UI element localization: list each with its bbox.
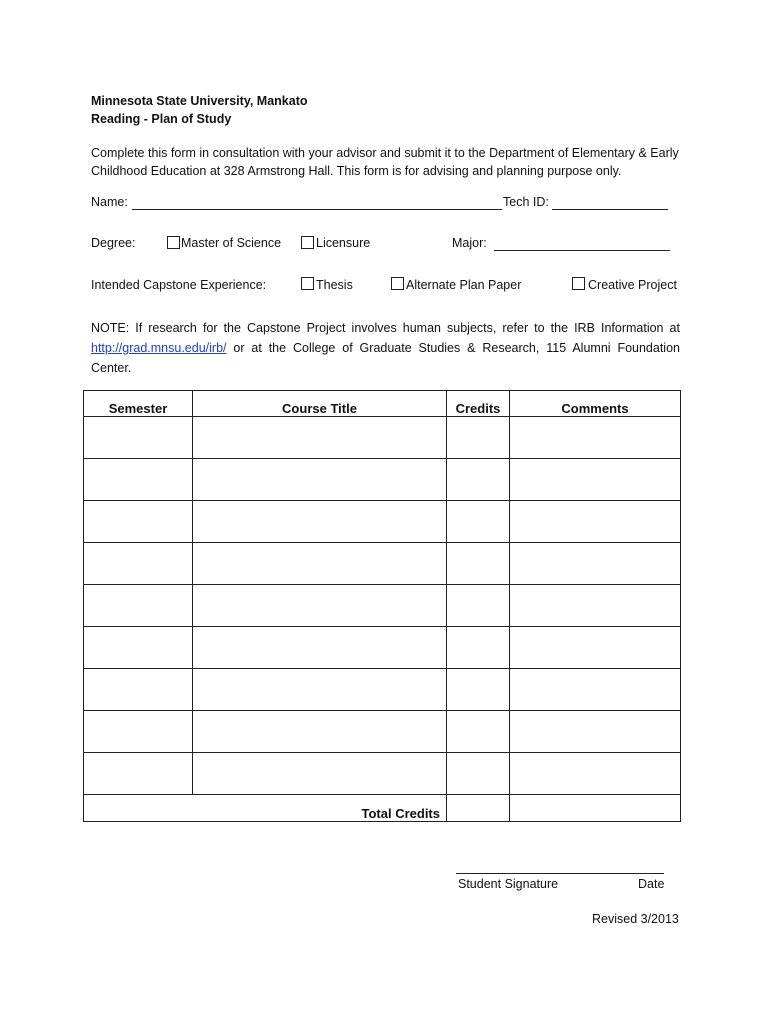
degree-licensure-label: Licensure (316, 236, 371, 250)
capstone-thesis-label: Thesis (316, 278, 353, 292)
semester-cell[interactable] (84, 753, 193, 795)
table-row (84, 669, 681, 711)
credits-cell[interactable] (447, 501, 510, 543)
degree-ms-checkbox[interactable] (167, 236, 180, 249)
credits-cell[interactable] (447, 459, 510, 501)
table-row (84, 585, 681, 627)
course-title-cell[interactable] (193, 417, 447, 459)
signature-line[interactable] (456, 873, 664, 874)
col-header-comments: Comments (510, 391, 681, 417)
degree-label: Degree: (91, 236, 136, 250)
comments-cell[interactable] (510, 669, 681, 711)
col-header-semester: Semester (84, 391, 193, 417)
irb-note-suffix: or at the College of Graduate Studies & Research, 115 Alumni Foundation Center. (91, 341, 680, 375)
comments-cell[interactable] (510, 627, 681, 669)
table-row (84, 543, 681, 585)
university-name: Minnesota State University, Mankato (91, 94, 308, 108)
credits-cell[interactable] (447, 627, 510, 669)
total-credits-label: Total Credits (84, 795, 447, 822)
table-row (84, 627, 681, 669)
comments-cell[interactable] (510, 543, 681, 585)
revised-date: Revised 3/2013 (592, 912, 679, 926)
total-credits-cell[interactable] (447, 795, 510, 822)
course-title-cell[interactable] (193, 669, 447, 711)
course-title-cell[interactable] (193, 543, 447, 585)
semester-cell[interactable] (84, 417, 193, 459)
semester-cell[interactable] (84, 585, 193, 627)
course-title-cell[interactable] (193, 753, 447, 795)
total-comments-cell[interactable] (510, 795, 681, 822)
name-field[interactable] (132, 209, 502, 210)
course-title-cell[interactable] (193, 585, 447, 627)
capstone-creative-label: Creative Project (588, 278, 677, 292)
table-row (84, 711, 681, 753)
comments-cell[interactable] (510, 417, 681, 459)
irb-note-prefix: NOTE: If research for the Capstone Project involves human subjects, refer to the IRB Information at (91, 321, 680, 335)
major-field[interactable] (494, 250, 670, 251)
credits-cell[interactable] (447, 543, 510, 585)
table-row (84, 417, 681, 459)
plan-of-study-table (83, 390, 681, 822)
form-title: Reading - Plan of Study (91, 112, 232, 126)
tech-id-label: Tech ID: (503, 195, 549, 209)
table-row (84, 459, 681, 501)
table-row (84, 501, 681, 543)
student-signature-label: Student Signature (458, 877, 559, 891)
course-title-cell[interactable] (193, 501, 447, 543)
irb-note (91, 318, 680, 378)
comments-cell[interactable] (510, 753, 681, 795)
comments-cell[interactable] (510, 501, 681, 543)
semester-cell[interactable] (84, 543, 193, 585)
comments-cell[interactable] (510, 585, 681, 627)
semester-cell[interactable] (84, 711, 193, 753)
capstone-thesis-checkbox[interactable] (301, 277, 314, 290)
credits-cell[interactable] (447, 585, 510, 627)
degree-licensure-checkbox[interactable] (301, 236, 314, 249)
comments-cell[interactable] (510, 711, 681, 753)
capstone-alt-paper-label: Alternate Plan Paper (406, 278, 522, 292)
course-title-cell[interactable] (193, 459, 447, 501)
semester-cell[interactable] (84, 669, 193, 711)
irb-link[interactable]: http://grad.mnsu.edu/irb/ (91, 341, 227, 355)
tech-id-field[interactable] (552, 209, 668, 210)
capstone-creative-checkbox[interactable] (572, 277, 585, 290)
credits-cell[interactable] (447, 753, 510, 795)
intro-paragraph: Complete this form in consultation with your advisor and submit it to the Department of Elementary & Early Childhood Education at 328 Armstrong Hall. This form is for advising and planning purpose only. (91, 146, 679, 178)
semester-cell[interactable] (84, 627, 193, 669)
course-title-cell[interactable] (193, 711, 447, 753)
credits-cell[interactable] (447, 417, 510, 459)
credits-cell[interactable] (447, 711, 510, 753)
major-label: Major: (452, 236, 487, 250)
date-label: Date (638, 877, 665, 891)
capstone-label: Intended Capstone Experience: (91, 278, 267, 292)
total-credits-row (84, 795, 681, 822)
semester-cell[interactable] (84, 501, 193, 543)
credits-cell[interactable] (447, 669, 510, 711)
comments-cell[interactable] (510, 459, 681, 501)
col-header-credits: Credits (447, 391, 510, 417)
col-header-course-title: Course Title (193, 391, 447, 417)
table-header-row (84, 391, 681, 417)
table-row (84, 753, 681, 795)
course-title-cell[interactable] (193, 627, 447, 669)
degree-ms-label: Master of Science (181, 236, 282, 250)
capstone-alt-paper-checkbox[interactable] (391, 277, 404, 290)
name-label: Name: (91, 195, 128, 209)
semester-cell[interactable] (84, 459, 193, 501)
